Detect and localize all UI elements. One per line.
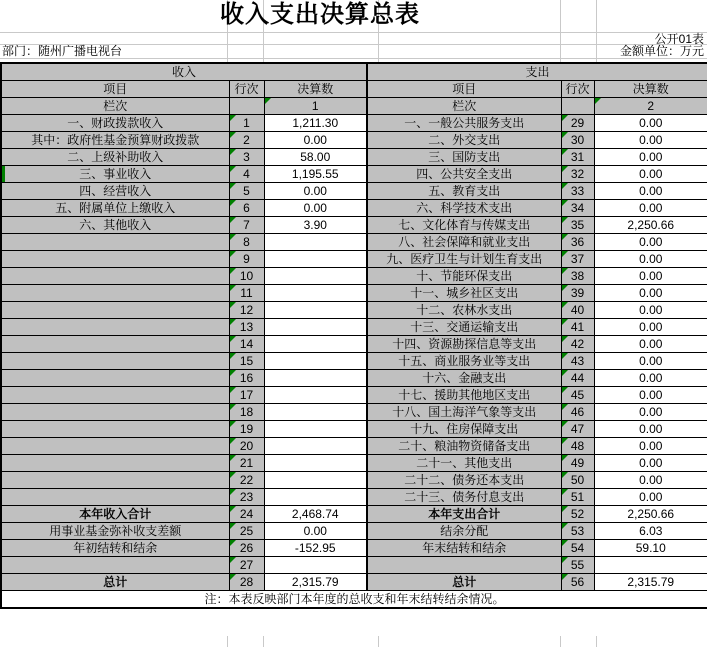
report-title: 收入支出决算总表 [220, 1, 420, 28]
cell-expense-rowno[interactable]: 39 [561, 285, 594, 302]
cell-expense-rowno[interactable]: 38 [561, 268, 594, 285]
cell-expense-rowno[interactable]: 45 [561, 387, 594, 404]
cell-income-item[interactable] [1, 234, 229, 251]
cell-income-rowno[interactable]: 15 [229, 353, 264, 370]
cell-expense-amount[interactable]: 0.00 [594, 438, 707, 455]
cell-income-amount[interactable]: 0.00 [264, 523, 367, 540]
table-row [1, 523, 707, 540]
cell-income-rowno[interactable]: 27 [229, 557, 264, 574]
cell-income-amount[interactable] [264, 285, 367, 302]
cell-income-rowno[interactable]: 20 [229, 438, 264, 455]
green-corner-marker-icon [562, 319, 568, 325]
green-corner-marker-icon [562, 506, 568, 512]
cell-expense-item[interactable]: 二、外交支出 [367, 132, 561, 149]
cell-expense-rowno[interactable]: 55 [561, 557, 594, 574]
cell-expense-rowno[interactable]: 36 [561, 234, 594, 251]
cell-income-item[interactable] [1, 319, 229, 336]
unit-label: 金额单位：万元 [619, 44, 704, 58]
cell-income-item[interactable] [1, 251, 229, 268]
cell-expense-amount[interactable]: 0.00 [594, 149, 707, 166]
income-lanci-number[interactable]: 1 [264, 98, 367, 115]
green-corner-marker-icon [562, 234, 568, 240]
cell-income-rowno[interactable]: 11 [229, 285, 264, 302]
cell-expense-rowno[interactable]: 44 [561, 370, 594, 387]
cell-expense-rowno[interactable]: 41 [561, 319, 594, 336]
cell-income-item[interactable]: 四、经营收入 [1, 183, 229, 200]
table-row [1, 149, 707, 166]
cell-expense-item[interactable] [367, 557, 561, 574]
green-corner-marker-icon [230, 251, 236, 257]
table-row [1, 132, 707, 149]
green-corner-marker-icon [562, 574, 568, 580]
cell-expense-item[interactable]: 十四、资源勘探信息等支出 [367, 336, 561, 353]
cell-expense-rowno[interactable]: 31 [561, 149, 594, 166]
cell-income-item[interactable] [1, 489, 229, 506]
cell-expense-amount[interactable] [594, 557, 707, 574]
column-index-row [1, 98, 707, 115]
green-corner-marker-icon [230, 319, 236, 325]
expense-lanci-blank[interactable] [561, 98, 594, 115]
green-corner-marker-icon [562, 557, 568, 563]
cell-income-rowno[interactable]: 10 [229, 268, 264, 285]
cell-income-item[interactable]: 本年收入合计 [1, 506, 229, 523]
cell-expense-amount[interactable]: 0.00 [594, 404, 707, 421]
cell-income-amount[interactable] [264, 234, 367, 251]
cell-income-amount[interactable]: 2,468.74 [264, 506, 367, 523]
cell-income-item[interactable]: 年初结转和结余 [1, 540, 229, 557]
cell-income-item[interactable]: 用事业基金弥补收支差额 [1, 523, 229, 540]
cell-expense-rowno[interactable]: 43 [561, 353, 594, 370]
green-corner-marker-icon [230, 285, 236, 291]
green-corner-marker-icon [230, 370, 236, 376]
green-corner-marker-icon [562, 115, 568, 121]
cell-expense-amount[interactable]: 2,250.66 [594, 217, 707, 234]
cell-expense-rowno[interactable]: 54 [561, 540, 594, 557]
column-header-row [1, 81, 707, 98]
table-row [1, 217, 707, 234]
cell-expense-amount[interactable]: 2,315.79 [594, 574, 707, 591]
final-accounts-table [0, 62, 707, 609]
cell-expense-item[interactable]: 十七、援助其他地区支出 [367, 387, 561, 404]
green-corner-marker-icon [265, 98, 271, 104]
cell-income-item[interactable]: 总计 [1, 574, 229, 591]
green-corner-marker-icon [562, 251, 568, 257]
cell-income-item[interactable]: 一、财政拨款收入 [1, 115, 229, 132]
green-corner-marker-icon [230, 302, 236, 308]
cell-income-amount[interactable] [264, 455, 367, 472]
cell-expense-item[interactable]: 二十一、其他支出 [367, 455, 561, 472]
cell-income-amount[interactable]: 58.00 [264, 149, 367, 166]
cell-income-amount[interactable]: 2,315.79 [264, 574, 367, 591]
green-corner-marker-icon [230, 438, 236, 444]
green-corner-marker-icon [562, 285, 568, 291]
cell-expense-amount[interactable]: 2,250.66 [594, 506, 707, 523]
cell-income-item[interactable] [1, 285, 229, 302]
cell-expense-rowno[interactable]: 40 [561, 302, 594, 319]
cell-income-amount[interactable]: 0.00 [264, 200, 367, 217]
green-corner-marker-icon [230, 132, 236, 138]
cell-income-rowno[interactable]: 12 [229, 302, 264, 319]
green-corner-marker-icon [562, 149, 568, 155]
cell-expense-item[interactable]: 十八、国土海洋气象等支出 [367, 404, 561, 421]
cell-income-amount[interactable] [264, 336, 367, 353]
table-row [1, 574, 707, 591]
expense-lanci-number[interactable]: 2 [594, 98, 707, 115]
cell-income-rowno[interactable]: 18 [229, 404, 264, 421]
cell-expense-item[interactable]: 六、科学技术支出 [367, 200, 561, 217]
green-corner-marker-icon [230, 217, 236, 223]
table-row [1, 166, 707, 183]
cell-expense-rowno[interactable]: 48 [561, 438, 594, 455]
cell-income-rowno[interactable]: 1 [229, 115, 264, 132]
cell-expense-item[interactable]: 七、文化体育与传媒支出 [367, 217, 561, 234]
cell-expense-rowno[interactable]: 47 [561, 421, 594, 438]
cell-expense-amount[interactable]: 0.00 [594, 285, 707, 302]
cell-income-item[interactable] [1, 455, 229, 472]
cell-income-rowno[interactable]: 4 [229, 166, 264, 183]
table-row [1, 370, 707, 387]
cell-expense-item[interactable]: 五、教育支出 [367, 183, 561, 200]
cell-income-item[interactable]: 三、事业收入 [1, 166, 229, 183]
cell-expense-item[interactable]: 二十三、债务付息支出 [367, 489, 561, 506]
cell-income-rowno[interactable]: 5 [229, 183, 264, 200]
cell-income-item[interactable] [1, 421, 229, 438]
cell-expense-rowno[interactable]: 50 [561, 472, 594, 489]
green-corner-marker-icon [230, 234, 236, 240]
table-row [1, 421, 707, 438]
cell-expense-item[interactable]: 十一、城乡社区支出 [367, 285, 561, 302]
sheet-number-label: 公开01表 [654, 32, 704, 46]
cell-expense-amount[interactable]: 0.00 [594, 455, 707, 472]
cell-expense-item[interactable]: 十二、农林水支出 [367, 302, 561, 319]
green-corner-marker-icon [230, 421, 236, 427]
cell-income-rowno[interactable]: 14 [229, 336, 264, 353]
cell-income-rowno[interactable]: 16 [229, 370, 264, 387]
gridline [227, 636, 228, 647]
table-row [1, 387, 707, 404]
cell-expense-item[interactable]: 总计 [367, 574, 561, 591]
cell-income-item[interactable] [1, 268, 229, 285]
cell-income-amount[interactable]: 3.90 [264, 217, 367, 234]
cell-expense-rowno[interactable]: 56 [561, 574, 594, 591]
cell-income-item[interactable]: 五、附属单位上缴收入 [1, 200, 229, 217]
green-corner-marker-icon [230, 523, 236, 529]
green-corner-marker-icon [230, 387, 236, 393]
green-corner-marker-icon [562, 455, 568, 461]
cell-expense-item[interactable]: 十九、住房保障支出 [367, 421, 561, 438]
green-left-bar [2, 166, 5, 182]
green-corner-marker-icon [230, 472, 236, 478]
table-row [1, 540, 707, 557]
table-row [1, 489, 707, 506]
cell-income-amount[interactable]: 1,211.30 [264, 115, 367, 132]
green-corner-marker-icon [230, 404, 236, 410]
cell-income-rowno[interactable]: 25 [229, 523, 264, 540]
cell-income-amount[interactable] [264, 370, 367, 387]
table-row [1, 183, 707, 200]
cell-income-rowno[interactable]: 9 [229, 251, 264, 268]
green-corner-marker-icon [562, 132, 568, 138]
green-corner-marker-icon [562, 268, 568, 274]
cell-income-rowno[interactable]: 21 [229, 455, 264, 472]
cell-expense-item[interactable]: 八、社会保障和就业支出 [367, 234, 561, 251]
table-row [1, 234, 707, 251]
cell-income-item[interactable] [1, 370, 229, 387]
cell-expense-amount[interactable]: 0.00 [594, 353, 707, 370]
cell-income-rowno[interactable]: 22 [229, 472, 264, 489]
green-corner-marker-icon [562, 472, 568, 478]
cell-income-amount[interactable] [264, 353, 367, 370]
table-row [1, 472, 707, 489]
cell-income-rowno[interactable]: 2 [229, 132, 264, 149]
cell-expense-amount[interactable]: 0.00 [594, 472, 707, 489]
cell-expense-amount[interactable]: 0.00 [594, 319, 707, 336]
green-corner-marker-icon [230, 149, 236, 155]
table-row [1, 438, 707, 455]
cell-expense-item[interactable]: 二十二、债务还本支出 [367, 472, 561, 489]
green-corner-marker-icon [562, 540, 568, 546]
cell-expense-rowno[interactable]: 42 [561, 336, 594, 353]
cell-expense-amount[interactable]: 0.00 [594, 268, 707, 285]
cell-income-rowno[interactable]: 8 [229, 234, 264, 251]
cell-expense-item[interactable]: 十六、金融支出 [367, 370, 561, 387]
cell-income-rowno[interactable]: 19 [229, 421, 264, 438]
green-corner-marker-icon [562, 489, 568, 495]
cell-expense-item[interactable]: 四、公共安全支出 [367, 166, 561, 183]
green-corner-marker-icon [562, 421, 568, 427]
cell-income-amount[interactable]: 0.00 [264, 183, 367, 200]
table-row [1, 506, 707, 523]
cell-income-item[interactable] [1, 404, 229, 421]
cell-expense-amount[interactable]: 0.00 [594, 183, 707, 200]
cell-expense-rowno[interactable]: 29 [561, 115, 594, 132]
cell-expense-item[interactable]: 年末结转和结余 [367, 540, 561, 557]
cell-income-item[interactable]: 二、上级补助收入 [1, 149, 229, 166]
table-row [1, 115, 707, 132]
cell-expense-amount[interactable]: 6.03 [594, 523, 707, 540]
cell-income-item[interactable] [1, 353, 229, 370]
cell-income-rowno[interactable]: 6 [229, 200, 264, 217]
gridline [0, 32, 707, 33]
table-row [1, 285, 707, 302]
cell-expense-rowno[interactable]: 35 [561, 217, 594, 234]
cell-income-item[interactable]: 六、其他收入 [1, 217, 229, 234]
cell-expense-item[interactable]: 九、医疗卫生与计划生育支出 [367, 251, 561, 268]
cell-income-amount[interactable] [264, 404, 367, 421]
green-corner-marker-icon [230, 574, 236, 580]
expense-section-header[interactable]: 支出 [367, 63, 707, 81]
income-lanci-blank[interactable] [229, 98, 264, 115]
green-corner-marker-icon [562, 166, 568, 172]
green-corner-marker-icon [562, 336, 568, 342]
cell-expense-amount[interactable]: 0.00 [594, 251, 707, 268]
cell-income-amount[interactable] [264, 438, 367, 455]
expense-item-header[interactable]: 项目 [367, 81, 561, 98]
cell-income-amount[interactable]: 0.00 [264, 132, 367, 149]
green-corner-marker-icon [562, 523, 568, 529]
cell-income-amount[interactable] [264, 387, 367, 404]
cell-expense-amount[interactable]: 0.00 [594, 115, 707, 132]
table-row [1, 404, 707, 421]
cell-expense-rowno[interactable]: 49 [561, 455, 594, 472]
green-corner-marker-icon [562, 353, 568, 359]
cell-income-item[interactable] [1, 557, 229, 574]
cell-expense-rowno[interactable]: 51 [561, 489, 594, 506]
note-row [1, 591, 707, 609]
cell-expense-amount[interactable]: 0.00 [594, 421, 707, 438]
expense-amount-header[interactable]: 决算数 [594, 81, 707, 98]
gridline [263, 636, 264, 647]
cell-expense-amount[interactable]: 0.00 [594, 387, 707, 404]
cell-income-rowno[interactable]: 24 [229, 506, 264, 523]
green-corner-marker-icon [230, 115, 236, 121]
cell-income-rowno[interactable]: 17 [229, 387, 264, 404]
cell-expense-amount[interactable]: 0.00 [594, 200, 707, 217]
gridline [560, 636, 561, 647]
cell-expense-amount[interactable]: 0.00 [594, 336, 707, 353]
green-corner-marker-icon [595, 98, 601, 104]
cell-expense-item[interactable]: 二十、粮油物资储备支出 [367, 438, 561, 455]
note-cell[interactable]: 注：本表反映部门本年度的总收支和年末结转结余情况。 [1, 591, 707, 609]
cell-income-amount[interactable] [264, 268, 367, 285]
cell-expense-amount[interactable]: 0.00 [594, 234, 707, 251]
cell-expense-rowno[interactable]: 34 [561, 200, 594, 217]
cell-income-item[interactable] [1, 472, 229, 489]
table-row [1, 336, 707, 353]
green-corner-marker-icon [562, 217, 568, 223]
cell-expense-rowno[interactable]: 46 [561, 404, 594, 421]
cell-income-amount[interactable] [264, 302, 367, 319]
cell-expense-amount[interactable]: 0.00 [594, 132, 707, 149]
green-corner-marker-icon [230, 336, 236, 342]
green-corner-marker-icon [230, 268, 236, 274]
cell-income-rowno[interactable]: 7 [229, 217, 264, 234]
section-header-row [1, 63, 707, 81]
green-corner-marker-icon [562, 438, 568, 444]
green-corner-marker-icon [230, 455, 236, 461]
table-row [1, 251, 707, 268]
cell-expense-item[interactable]: 十三、交通运输支出 [367, 319, 561, 336]
department-label: 部门：随州广播电视台 [2, 44, 123, 58]
table-row [1, 455, 707, 472]
cell-expense-amount[interactable]: 0.00 [594, 166, 707, 183]
gridline [596, 636, 597, 647]
income-lanci-label[interactable]: 栏次 [1, 98, 229, 115]
cell-income-amount[interactable]: -152.95 [264, 540, 367, 557]
cell-income-amount[interactable]: 1,195.55 [264, 166, 367, 183]
green-corner-marker-icon [562, 200, 568, 206]
cell-income-amount[interactable] [264, 421, 367, 438]
green-corner-marker-icon [562, 302, 568, 308]
cell-income-rowno[interactable]: 13 [229, 319, 264, 336]
table-row [1, 268, 707, 285]
cell-expense-item[interactable]: 十、节能环保支出 [367, 268, 561, 285]
table-row [1, 200, 707, 217]
cell-expense-item[interactable]: 一、一般公共服务支出 [367, 115, 561, 132]
cell-income-item[interactable] [1, 387, 229, 404]
cell-income-item[interactable]: 其中：政府性基金预算财政拨款 [1, 132, 229, 149]
green-corner-marker-icon [230, 183, 236, 189]
cell-income-item[interactable] [1, 302, 229, 319]
cell-expense-item[interactable]: 十五、商业服务业等支出 [367, 353, 561, 370]
table-row [1, 319, 707, 336]
cell-expense-amount[interactable]: 0.00 [594, 302, 707, 319]
expense-rowno-header[interactable]: 行次 [561, 81, 594, 98]
table-row [1, 302, 707, 319]
green-corner-marker-icon [562, 183, 568, 189]
gridline [378, 636, 379, 647]
cell-income-rowno[interactable]: 3 [229, 149, 264, 166]
cell-expense-item[interactable]: 本年支出合计 [367, 506, 561, 523]
green-corner-marker-icon [562, 387, 568, 393]
green-corner-marker-icon [230, 353, 236, 359]
cell-income-amount[interactable] [264, 319, 367, 336]
cell-expense-item[interactable]: 三、国防支出 [367, 149, 561, 166]
cell-income-rowno[interactable]: 28 [229, 574, 264, 591]
green-corner-marker-icon [230, 540, 236, 546]
income-section-header[interactable]: 收入 [1, 63, 367, 81]
cell-income-item[interactable] [1, 438, 229, 455]
cell-income-amount[interactable] [264, 489, 367, 506]
cell-income-amount[interactable] [264, 557, 367, 574]
cell-expense-item[interactable]: 结余分配 [367, 523, 561, 540]
cell-expense-rowno[interactable]: 33 [561, 183, 594, 200]
cell-expense-rowno[interactable]: 30 [561, 132, 594, 149]
cell-expense-rowno[interactable]: 53 [561, 523, 594, 540]
green-corner-marker-icon [562, 370, 568, 376]
gridline [0, 58, 707, 59]
cell-expense-rowno[interactable]: 32 [561, 166, 594, 183]
income-amount-header[interactable]: 决算数 [264, 81, 367, 98]
cell-income-amount[interactable] [264, 251, 367, 268]
cell-income-amount[interactable] [264, 472, 367, 489]
green-corner-marker-icon [230, 506, 236, 512]
table-row [1, 557, 707, 574]
green-corner-marker-icon [230, 557, 236, 563]
green-corner-marker-icon [230, 166, 236, 172]
table-row [1, 353, 707, 370]
income-rowno-header[interactable]: 行次 [229, 81, 264, 98]
green-corner-marker-icon [230, 489, 236, 495]
cell-expense-amount[interactable]: 0.00 [594, 489, 707, 506]
cell-expense-rowno[interactable]: 37 [561, 251, 594, 268]
cell-expense-rowno[interactable]: 52 [561, 506, 594, 523]
cell-expense-amount[interactable]: 59.10 [594, 540, 707, 557]
green-corner-marker-icon [230, 200, 236, 206]
income-item-header[interactable]: 项目 [1, 81, 229, 98]
cell-income-item[interactable] [1, 336, 229, 353]
cell-income-rowno[interactable]: 26 [229, 540, 264, 557]
green-corner-marker-icon [562, 404, 568, 410]
expense-lanci-label[interactable]: 栏次 [367, 98, 561, 115]
cell-expense-amount[interactable]: 0.00 [594, 370, 707, 387]
cell-income-rowno[interactable]: 23 [229, 489, 264, 506]
